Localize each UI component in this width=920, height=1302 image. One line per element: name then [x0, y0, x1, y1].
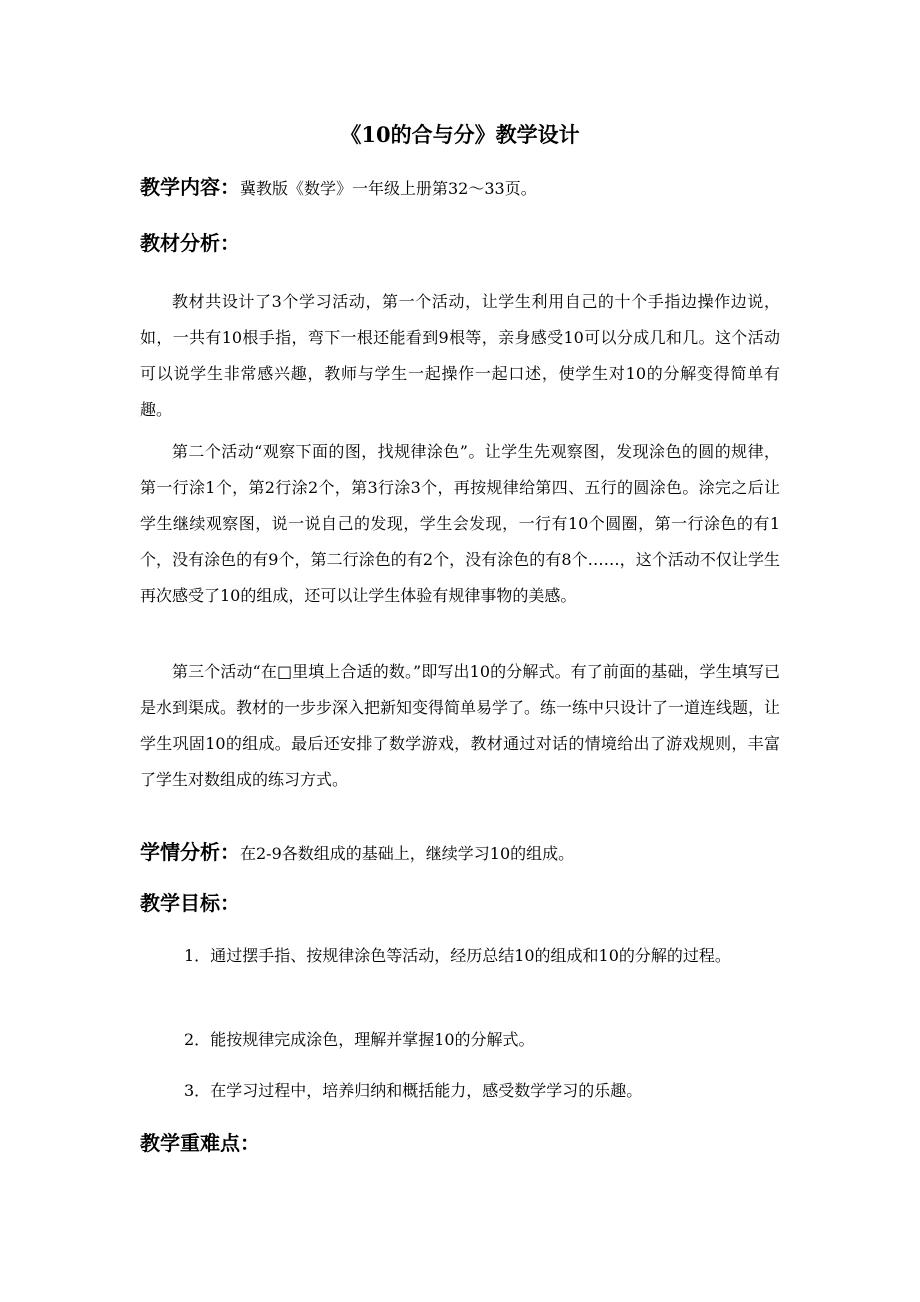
learners-text: 在2-9各数组成的基础上，继续学习10的组成。 [240, 844, 575, 863]
goal-text: 能按规律完成涂色，理解并掌握10的分解式。 [210, 1030, 535, 1049]
goal-text: 通过摆手指、按规律涂色等活动，经历总结10的组成和10的分解的过程。 [210, 946, 731, 965]
goal-text: 在学习过程中，培养归纳和概括能力，感受数学学习的乐趣。 [210, 1081, 643, 1100]
goal-number: 1． [184, 946, 211, 965]
goal-number: 2． [184, 1030, 211, 1049]
goal-number: 3． [184, 1081, 211, 1100]
page-title: 《10的合与分》教学设计 [340, 122, 580, 147]
analysis-heading: 教材分析： [140, 231, 240, 255]
learners-label: 学情分析： [140, 840, 240, 864]
analysis-paragraph-2: 第二个活动“观察下面的图，找规律涂色”。让学生先观察图，发现涂色的圆的规律，第一行涂1个，第2行涂2个，第3行涂3个，再按规律给第四、五行的圆涂色。涂完之后让学生继续观察图，说一说自己的发现，学生会发现，一行有10个圆圈，第一行涂色的有1个，没有涂色的有9个，第二行涂色的有2个，没有涂色的有8个……，这个活动不仅让学生再次感受了10的组成，还可以让学生体验有规律事物的美感。 [140, 442, 780, 605]
goal-item-3 [140, 1073, 780, 1109]
analysis-paragraph-3: 第三个活动“在□里填上合适的数。”即写出10的分解式。有了前面的基础，学生填写已是水到渠成。教材的一步步深入把新知变得简单易学了。练一练中只设计了一道连线题，让学生巩固10的组成。最后还安排了数学游戏，教材通过对话的情境给出了游戏规则，丰富了学生对数组成的练习方式。 [140, 662, 781, 789]
goals-heading: 教学目标： [140, 891, 240, 915]
content-section [140, 172, 537, 204]
learners-section [140, 837, 574, 869]
goal-item-1 [140, 938, 780, 974]
goal-item-2 [140, 1022, 780, 1058]
content-label: 教学内容： [140, 175, 240, 199]
key-points-heading: 教学重难点： [140, 1131, 260, 1155]
analysis-paragraph-1: 教材共设计了3个学习活动，第一个活动，让学生利用自己的十个手指边操作边说，如，一共有10根手指，弯下一根还能看到9根等，亲身感受10可以分成几和几。这个活动可以说学生非常感兴趣，教师与学生一起操作一起口述，使学生对10的分解变得简单有趣。 [140, 292, 780, 419]
content-text: 冀教版《数学》一年级上册第32～33页。 [240, 179, 537, 198]
